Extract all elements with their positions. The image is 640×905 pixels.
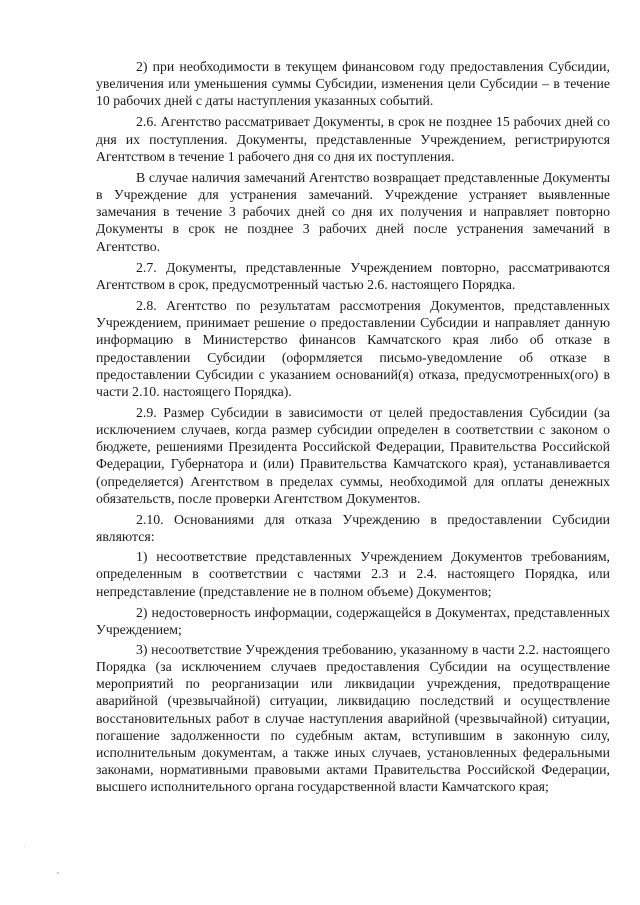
paragraph-2-7: 2.7. Документы, представленные Учреждением повторно, рассматриваются Агентством в срок, предусмотренный частью 2.6. настоящего Порядка.: [96, 259, 610, 292]
document-body: [96, 58, 610, 799]
paragraph-remarks: В случае наличия замечаний Агентство возвращает представленные Документы в Учреждение для устранения замечаний. Учреждение устраняет выявленные замечания в течение 3 рабочих дней со дня их получения и направляет повторно Документы в срок не позднее 3 рабочих дней после устранения замечаний в Агентство.: [96, 169, 610, 254]
paragraph-2-9: 2.9. Размер Субсидии в зависимости от целей предоставления Субсидии (за исключением случаев, когда размер субсидии определен в соответствии с законом о бюджете, решениями Президента Российской Федерации, Правительства Российской Федерации, Губернатора и (или) Правительства Камчатского края), устанавливается (определяется) Агентством в пределах суммы, необходимой для оплаты денежных обязательств, после проверки Агентством Документов.: [96, 404, 610, 506]
paragraph-reason-3: 3) несоответствие Учреждения требованию, указанному в части 2.2. настоящего Порядка (за исключением случаев предоставления Субсидии на осуществление мероприятий по реорганизации или ликвидации учреждения, предотвращение аварийной (чрезвычайной) ситуации, ликвидацию последствий и осуществление восстановительных работ в случае наступления аварийной (чрезвычайной) ситуации, погашение задолженности по судебным актам, вступившим в законную силу, исполнительным документам, а также иных случаев, установленных федеральными законами, нормативными правовыми актами Правительства Российской Федерации, высшего исполнительного органа государственной власти Камчатского края;: [96, 642, 610, 795]
scan-speck: [57, 872, 59, 874]
paragraph-2-10: 2.10. Основаниями для отказа Учреждению в предоставлении Субсидии являются:: [96, 511, 610, 545]
paragraph-item-2-clause: 2) при необходимости в текущем финансовом году предоставления Субсидии, увеличения или уменьшения суммы Субсидии, изменения цели Субсидии – в течение 10 рабочих дней с даты наступления указанных событий.: [96, 59, 610, 109]
paragraph-2-6: 2.6. Агентство рассматривает Документы, в срок не позднее 15 рабочих дней со дня их поступления. Документы, представленные Учреждением, регистрируются Агентством в течение 1 рабочего дня со дня их поступления.: [96, 114, 610, 164]
paragraph-reason-1: 1) несоответствие представленных Учреждением Документов требованиям, определенным в соответствии с частями 2.3 и 2.4. настоящего Порядка, или непредставление (представление не в полном объеме) Документов;: [96, 549, 610, 599]
paragraph-reason-2: 2) недостоверность информации, содержащейся в Документах, представленных Учреждением;: [96, 604, 610, 637]
paragraph-2-8: 2.8. Агентство по результатам рассмотрения Документов, представленных Учреждением, принимает решение о предоставлении Субсидии и направляет данную информацию в Министерство финансов Камчатского края либо об отказе в предоставлении Субсидии (оформляется письмо-уведомление об отказе в предоставлении Субсидии с указанием оснований(я) отказа, предусмотренных(ого) в части 2.10. настоящего Порядка).: [96, 298, 610, 399]
scan-speck: [24, 846, 25, 847]
